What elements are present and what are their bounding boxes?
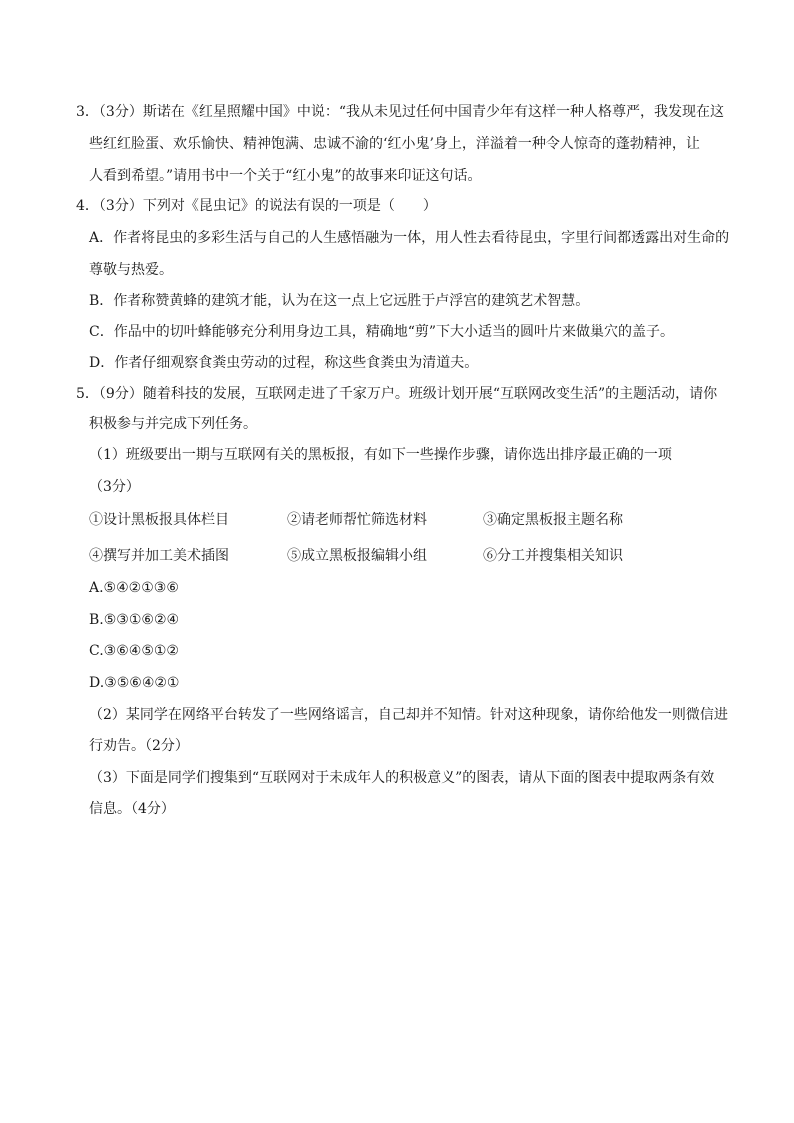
q5-sub2-line-1: （2）某同学在网络平台转发了一些网络谣言，自己却并不知情。针对这种现象，请你给他发一则微信进 [89,707,728,723]
q3-line-3: 人看到希望。”请用书中一个关于“红小鬼”的故事来印证这句话。 [89,168,482,184]
q4-option-d: D．作者仔细观察食粪虫劳动的过程，称这些食粪虫为清道夫。 [89,355,479,371]
q5-sub1-option-c: C.③⑥④⑤①② [89,643,179,659]
step-1: ①设计黑板报具体栏目 [89,512,229,528]
q5-line-1: 5．（9分）随着科技的发展，互联网走进了千家万户。班级计划开展“互联网改变生活”的主题活动，请你 [76,386,718,402]
q4-stem: 4．（3分）下列对《昆虫记》的说法有误的一项是（ ） [76,198,437,214]
q3-line-1: 3．（3分）斯诺在《红星照耀中国》中说：“我从未见过任何中国青少年有这样一种人格尊严，我发现在这 [76,104,724,120]
q5-sub1-option-d: D.③⑤⑥④②① [89,675,180,691]
step-3: ③确定黑板报主题名称 [483,512,623,528]
q5-line-2: 积极参与并完成下列任务。 [89,416,257,432]
step-2: ②请老师帮忙筛选材料 [287,512,427,528]
q3-line-2: 些红红脸蛋、欢乐愉快、精神饱满、忠诚不渝的‘红小鬼’身上，洋溢着一种令人惊奇的蓬勃精神，让 [89,136,700,152]
step-6: ⑥分工并搜集相关知识 [483,548,623,564]
q4-option-c: C．作品中的切叶蜂能够充分利用身边工具，精确地“剪”下大小适当的圆叶片来做巢穴的盖子。 [89,324,675,340]
q5-sub2-line-2: 行劝告。（2分） [89,738,189,754]
q5-sub1-option-a: A.⑤④②①③⑥ [89,580,179,596]
q5-sub1-line-2: （3分） [89,479,140,495]
q5-sub1-option-b: B.⑤③①⑥②④ [89,612,180,628]
q4-option-a-line-2: 尊敬与热爱。 [89,262,173,278]
step-4: ④撰写并加工美术插图 [89,548,229,564]
q5-sub3-line-2: 信息。（4分） [89,801,175,817]
q5-sub1-line-1: （1）班级要出一期与互联网有关的黑板报，有如下一些操作步骤，请你选出排序最正确的一项 [89,447,672,463]
q4-option-b: B．作者称赞黄蜂的建筑才能，认为在这一点上它远胜于卢浮宫的建筑艺术智慧。 [89,293,590,309]
step-5: ⑤成立黑板报编辑小组 [287,548,427,564]
q4-option-a-line-1: A．作者将昆虫的多彩生活与自己的人生感悟融为一体，用人性去看待昆虫，字里行间都透露出对生命的 [89,230,730,246]
q5-sub3-line-1: （3）下面是同学们搜集到“互联网对于未成年人的积极意义”的图表，请从下面的图表中提取两条有效 [89,770,715,786]
